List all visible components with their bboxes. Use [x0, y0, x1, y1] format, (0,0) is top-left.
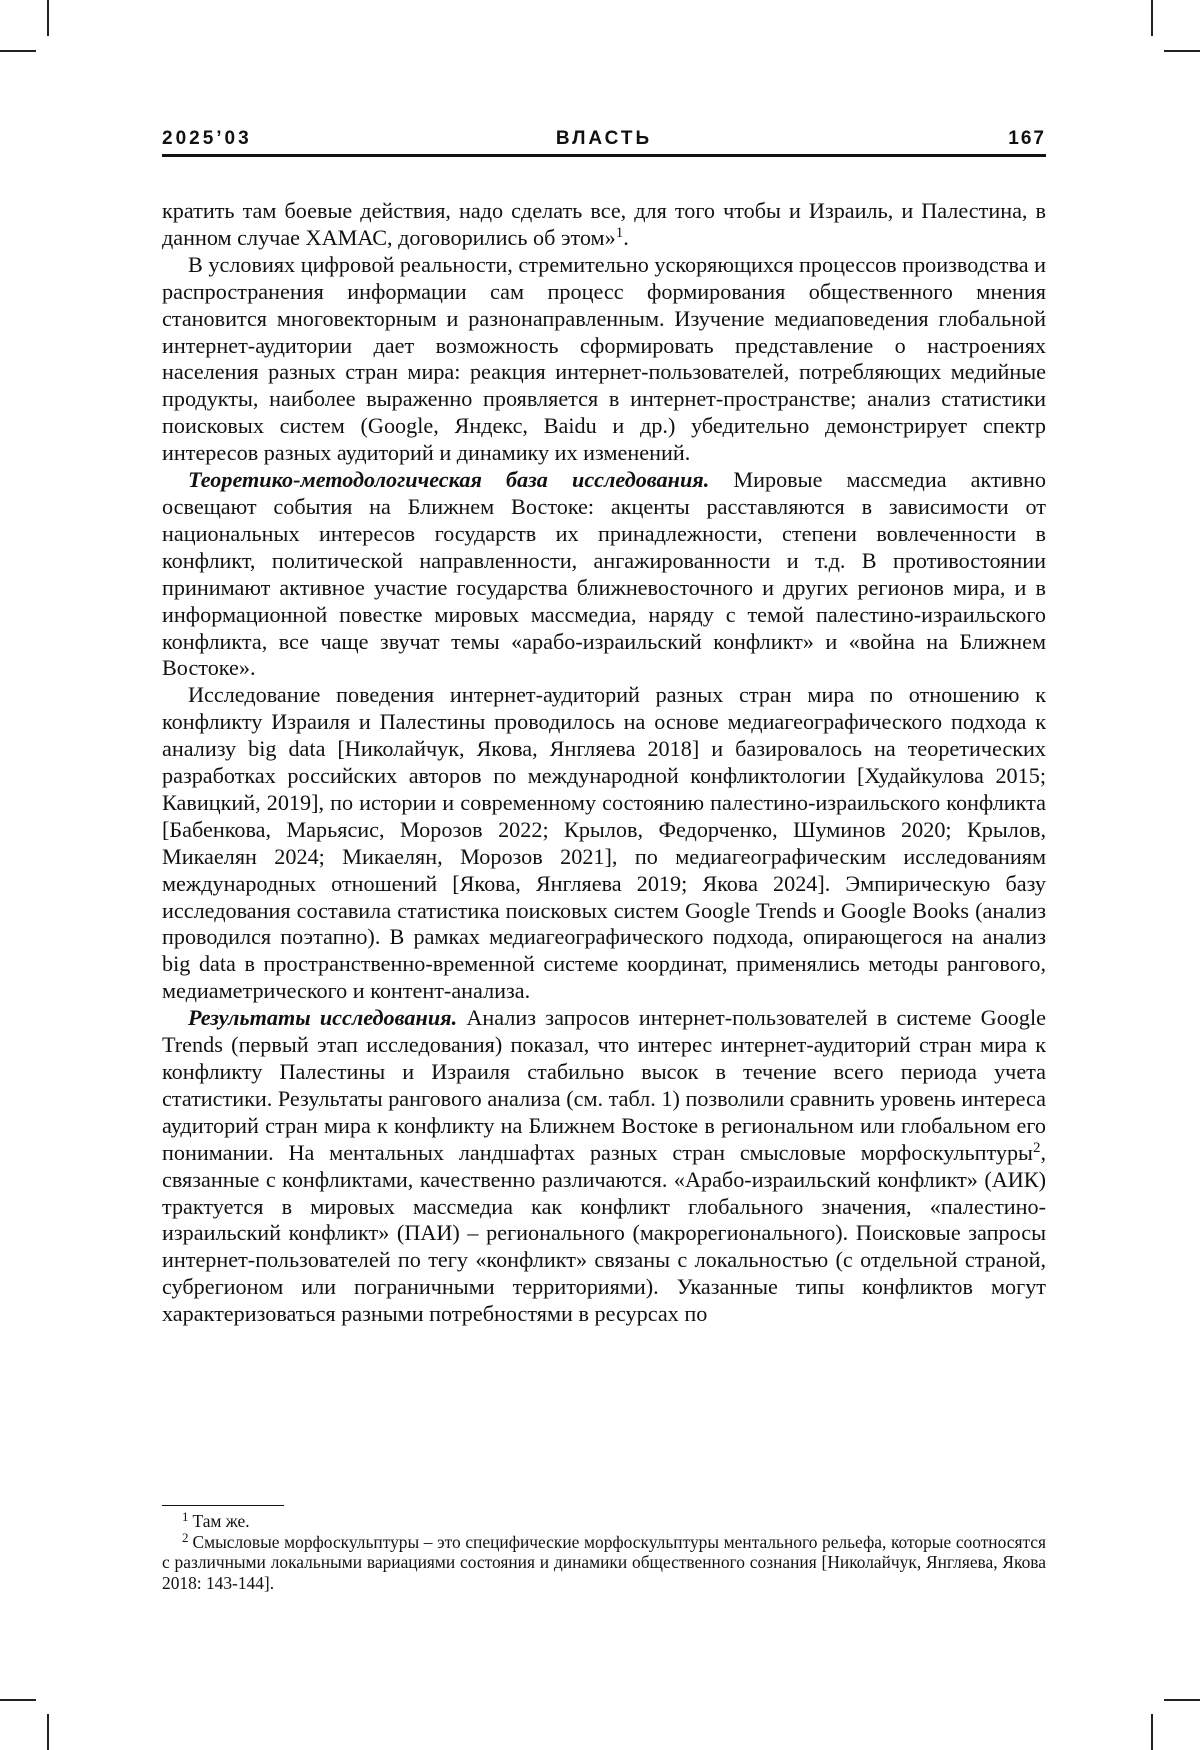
section-heading-results: Результаты исследования.: [188, 1005, 457, 1030]
article-body: [162, 198, 1046, 1328]
page-number: 167: [1008, 128, 1046, 150]
crop-mark-top-right-v: [1151, 0, 1153, 36]
crop-mark-top-right-h: [1164, 50, 1200, 52]
crop-mark-top-left-v: [47, 0, 49, 36]
paragraph: В условиях цифровой реальности, стремительно ускоряющихся процессов производства и распространения информации сам процесс формирования общественного мнения становится многовекторным и разнонаправленным. Изучение медиаповедения глобальной интернет-аудитории дает возможность сформировать представление о настроениях населения разных стран мира: реакция интернет-пользователей, потребляющих медийные продукты, наиболее выраженно проявляется в интернет-пространстве; анализ статистики поисковых систем (Google, Яндекс, Baidu и др.) убедительно демонстрирует спектр интересов разных аудиторий и динамику их изменений.: [162, 252, 1046, 467]
journal-title: ВЛАСТЬ: [162, 128, 1046, 150]
paragraph: Исследование поведения интернет-аудиторий разных стран мира по отношению к конфликту Израиля и Палестины проводилось на основе медиагеографического подхода к анализу big data [Николайчук, Якова, Янгляева 2018] и базировалось на теоретических разработках российских авторов по международной конфликтологии [Худайкулова 2015; Кавицкий, 2019], по истории и современному состоянию палестино-израильского конфликта [Бабенкова, Марьясис, Морозов 2022; Крылов, Федорченко, Шуминов 2020; Крылов, Микаелян 2024; Микаелян, Морозов 2021], по медиагеографическим исследованиям международных отношений [Якова, Янгляева 2019; Якова 2024]. Эмпирическую базу исследования составила статистика поисковых систем Google Trends и Google Books (анализ проводился поэтапно). В рамках медиагеографического подхода, опирающегося на анализ big data в пространственно-временной системе координат, применялись методы рангового, медиаметрического и контент-анализа.: [162, 682, 1046, 1005]
paragraph-methodology: Теоретико-методологическая база исследования. Мировые массмедиа активно освещают события на Ближнем Востоке: акценты расставляются в зависимости от национальных интересов государств их принадлежности, степени вовлеченности в конфликт, политической направленности, ангажированности и т.д. В противостоянии принимают активное участие государства ближневосточного и других регионов мира, и в информационной повестке мировых массмедиа, наряду с темой палестино-израильского конфликта, все чаще звучат темы «арабо-израильский конфликт» и «война на Ближнем Востоке».: [162, 467, 1046, 682]
crop-mark-bottom-left-h: [0, 1699, 36, 1701]
footnote-ref-1: 1: [616, 225, 624, 241]
footnote: 1 Там же.: [162, 1511, 1046, 1532]
footnotes: [162, 1511, 1046, 1593]
crop-mark-bottom-right-v: [1151, 1714, 1153, 1750]
crop-mark-bottom-right-h: [1164, 1699, 1200, 1701]
section-heading-methodology: Теоретико-методологическая база исследования.: [188, 467, 709, 492]
running-header: [162, 126, 1046, 157]
crop-mark-bottom-left-v: [47, 1714, 49, 1750]
footnote-ref-2: 2: [1033, 1140, 1041, 1156]
crop-mark-top-left-h: [0, 50, 36, 52]
paragraph-continued: кратить там боевые действия, надо сделать все, для того чтобы и Израиль, и Палестина, в данном случае ХАМАС, договорились об этом»1.: [162, 198, 1046, 252]
footnote-separator: [162, 1505, 284, 1506]
paragraph-results: Результаты исследования. Анализ запросов интернет-пользователей в системе Google Trends (первый этап исследования) показал, что интерес интернет-аудиторий стран мира к конфликту Палестины и Израиля стабильно высок в течение всего периода учета статистики. Результаты рангового анализа (см. табл. 1) позволили сравнить уровень интереса аудиторий стран мира к конфликту на Ближнем Востоке в региональном или глобальном его понимании. На ментальных ландшафтах разных стран смысловые морфоскульптуры2, связанные с конфликтами, качественно различаются. «Арабо-израильский конфликт» (АИК) трактуется в мировых массмедиа как конфликт глобального значения, «палестино-израильский конфликт» (ПАИ) – регионального (макрорегионального). Поисковые запросы интернет-пользователей по тегу «конфликт» связаны с локальностью (с отдельной страной, субрегионом или пограничными территориями). Указанные типы конфликтов могут характеризоваться разными потребностями в ресурсах по: [162, 1005, 1046, 1328]
issue-number: 2025’03: [162, 128, 252, 150]
footnote: 2 Смысловые морфоскульптуры – это специфические морфоскульптуры ментального рельефа, которые соотносятся с различными локальными вариациями состояния и динамики общественного сознания [Николайчук, Янгляева, Якова 2018: 143-144].: [162, 1532, 1046, 1594]
